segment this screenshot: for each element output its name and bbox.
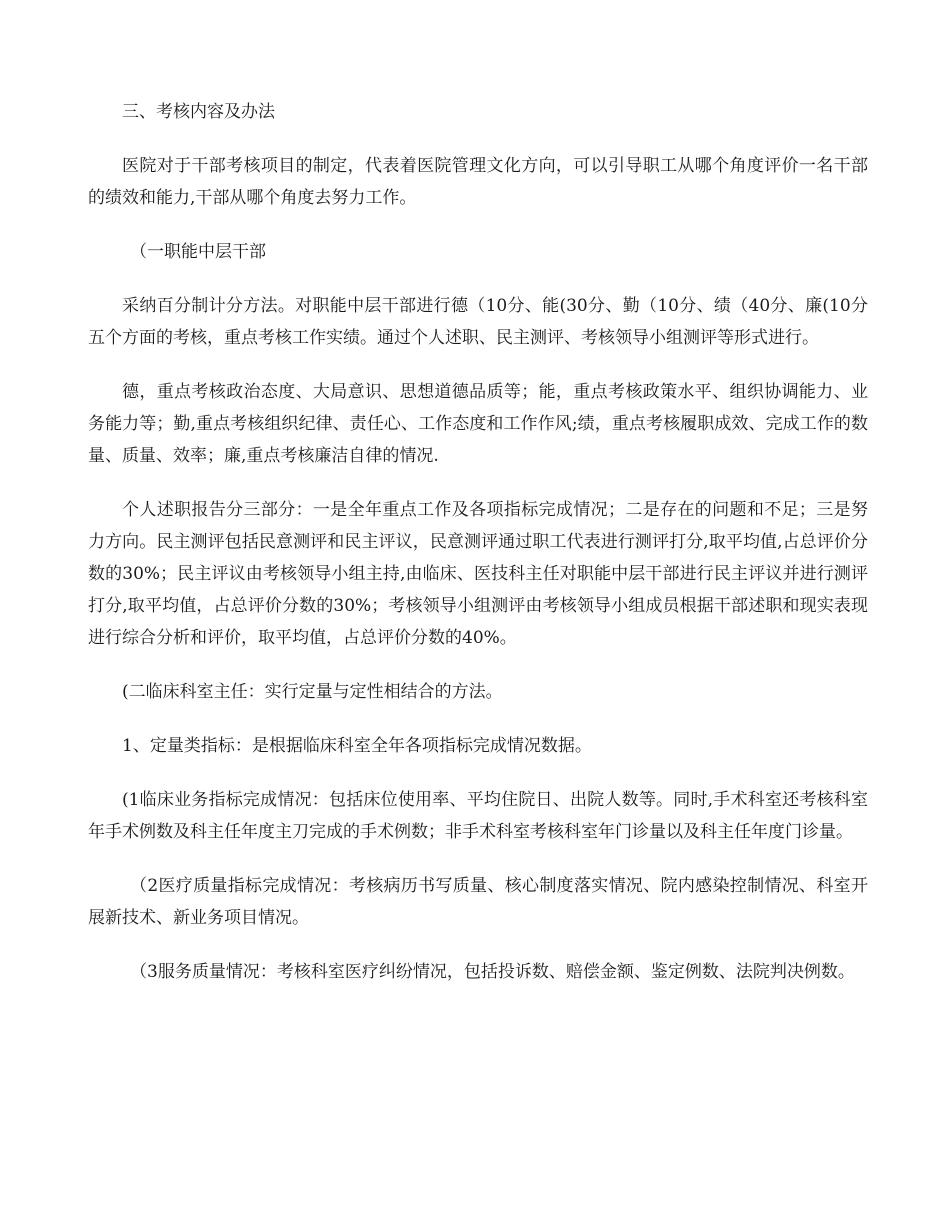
paragraph: (1临床业务指标完成情况：包括床位使用率、平均住院日、出院人数等。同时,手术科室还考核科室年手术例数及科主任年度主刀完成的手术例数；非手术科室考核科室年门诊量以及科主任年度门诊量。 [88, 790, 868, 842]
document-body [88, 96, 868, 1010]
paragraph: 1、定量类指标：是根据临床科室全年各项指标完成情况数据。 [122, 736, 592, 756]
paragraph: 个人述职报告分三部分：一是全年重点工作及各项指标完成情况；二是存在的问题和不足；三是努力方向。民主测评包括民意测评和民主评议，民意测评通过职工代表进行测评打分,取平均值,占总评价分数的30%；民主评议由考核领导小组主持,由临床、医技科主任对职能中层干部进行民主评议并进行测评打分,取平均值，占总评价分数的30%；考核领导小组测评由考核领导小组成员根据干部述职和现实表现进行综合分析和评价，取平均值，占总评价分数的40%。 [88, 500, 868, 648]
paragraph: （3服务质量情况：考核科室医疗纠纷情况，包括投诉数、赔偿金额、鉴定例数、法院判决例数。 [130, 962, 855, 982]
paragraph: 德，重点考核政治态度、大局意识、思想道德品质等；能，重点考核政策水平、组织协调能力、业务能力等；勤,重点考核组织纪律、责任心、工作态度和工作作风;绩，重点考核履职成效、完成工作的数量、质量、效率；廉,重点考核廉洁自律的情况. [88, 382, 868, 466]
paragraph: 医院对于干部考核项目的制定，代表着医院管理文化方向，可以引导职工从哪个角度评价一名干部的绩效和能力,干部从哪个角度去努力工作。 [88, 156, 868, 208]
subsection-heading: (二临床科室主任：实行定量与定性相结合的方法。 [122, 682, 503, 702]
subsection-heading: （一职能中层干部 [130, 242, 266, 262]
section-heading: 三、考核内容及办法 [122, 102, 275, 122]
paragraph: 采纳百分制计分方法。对职能中层干部进行德（10分、能(30分、勤（10分、绩（40分、廉(10分五个方面的考核，重点考核工作实绩。通过个人述职、民主测评、考核领导小组测评等形式进行。 [88, 296, 868, 348]
paragraph: （2医疗质量指标完成情况：考核病历书写质量、核心制度落实情况、院内感染控制情况、科室开展新技术、新业务项目情况。 [88, 876, 868, 928]
